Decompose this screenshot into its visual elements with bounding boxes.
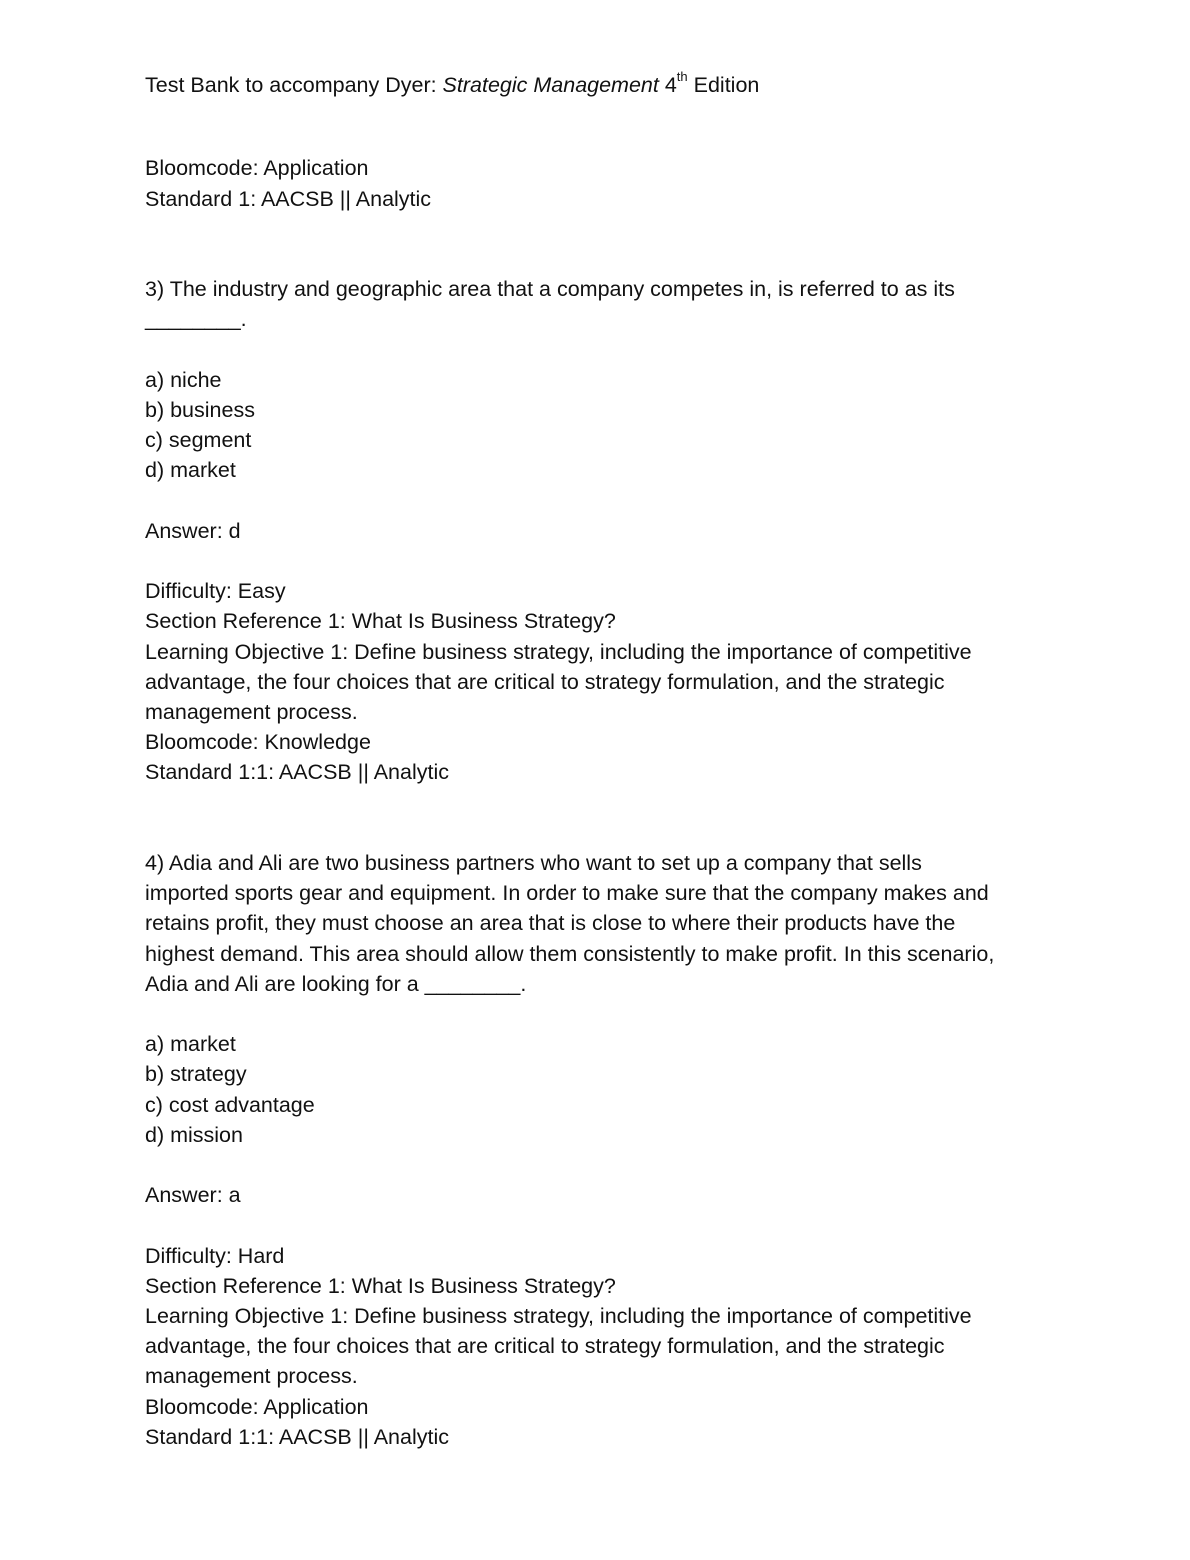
question-stem-line: retains profit, they must choose an area that is close to where their products have the	[145, 911, 956, 936]
question-stem-line: ________.	[145, 307, 247, 332]
question-stem-line: imported sports gear and equipment. In order to make sure that the company makes and	[145, 881, 989, 906]
standard: Standard 1:1: AACSB || Analytic	[145, 760, 449, 785]
edition-suffix: Edition	[687, 73, 760, 97]
learning-objective-line: management process.	[145, 1364, 358, 1389]
learning-objective-line: advantage, the four choices that are critical to strategy formulation, and the strategic	[145, 669, 945, 694]
question-stem-line: highest demand. This area should allow them consistently to make profit. In this scenario,	[145, 941, 995, 966]
answer-key: Answer: a	[145, 1183, 241, 1208]
prev-standard: Standard 1: AACSB || Analytic	[145, 186, 432, 211]
bloomcode: Bloomcode: Application	[145, 1394, 369, 1419]
question-stem-line: 4) Adia and Ali are two business partners who want to set up a company that sells	[145, 850, 922, 875]
learning-objective-line: Learning Objective 1: Define business strategy, including the importance of competitive	[145, 1303, 972, 1328]
question-3	[145, 274, 1050, 787]
difficulty: Difficulty: Hard	[145, 1243, 285, 1268]
question-stem-line: 3) The industry and geographic area that a company competes in, is referred to as its	[145, 277, 955, 302]
section-reference: Section Reference 1: What Is Business Strategy?	[145, 609, 616, 634]
document-header	[145, 70, 1050, 100]
learning-objective-line: Learning Objective 1: Define business strategy, including the importance of competitive	[145, 639, 972, 664]
section-reference: Section Reference 1: What Is Business Strategy?	[145, 1273, 616, 1298]
learning-objective-line: advantage, the four choices that are critical to strategy formulation, and the strategic	[145, 1334, 945, 1359]
answer-option: d) mission	[145, 1122, 243, 1147]
answer-option: d) market	[145, 458, 236, 483]
answer-option: a) market	[145, 1032, 236, 1057]
answer-option: b) business	[145, 397, 255, 422]
prev-bloomcode: Bloomcode: Application	[145, 156, 369, 181]
book-title: Strategic Management	[442, 73, 659, 97]
standard: Standard 1:1: AACSB || Analytic	[145, 1424, 449, 1449]
edition-number: 4	[658, 73, 677, 97]
bloomcode: Bloomcode: Knowledge	[145, 730, 371, 755]
header-prefix: Test Bank to accompany Dyer:	[145, 73, 443, 97]
edition-superscript: th	[676, 68, 688, 84]
difficulty: Difficulty: Easy	[145, 579, 286, 604]
answer-key: Answer: d	[145, 518, 241, 543]
answer-option: c) segment	[145, 428, 252, 453]
learning-objective-line: management process.	[145, 699, 358, 724]
answer-option: c) cost advantage	[145, 1092, 315, 1117]
answer-option: b) strategy	[145, 1062, 247, 1087]
answer-option: a) niche	[145, 367, 222, 392]
question-4	[145, 848, 1050, 1452]
document-page	[145, 70, 1050, 1452]
question-stem-line: Adia and Ali are looking for a ________.	[145, 971, 527, 996]
